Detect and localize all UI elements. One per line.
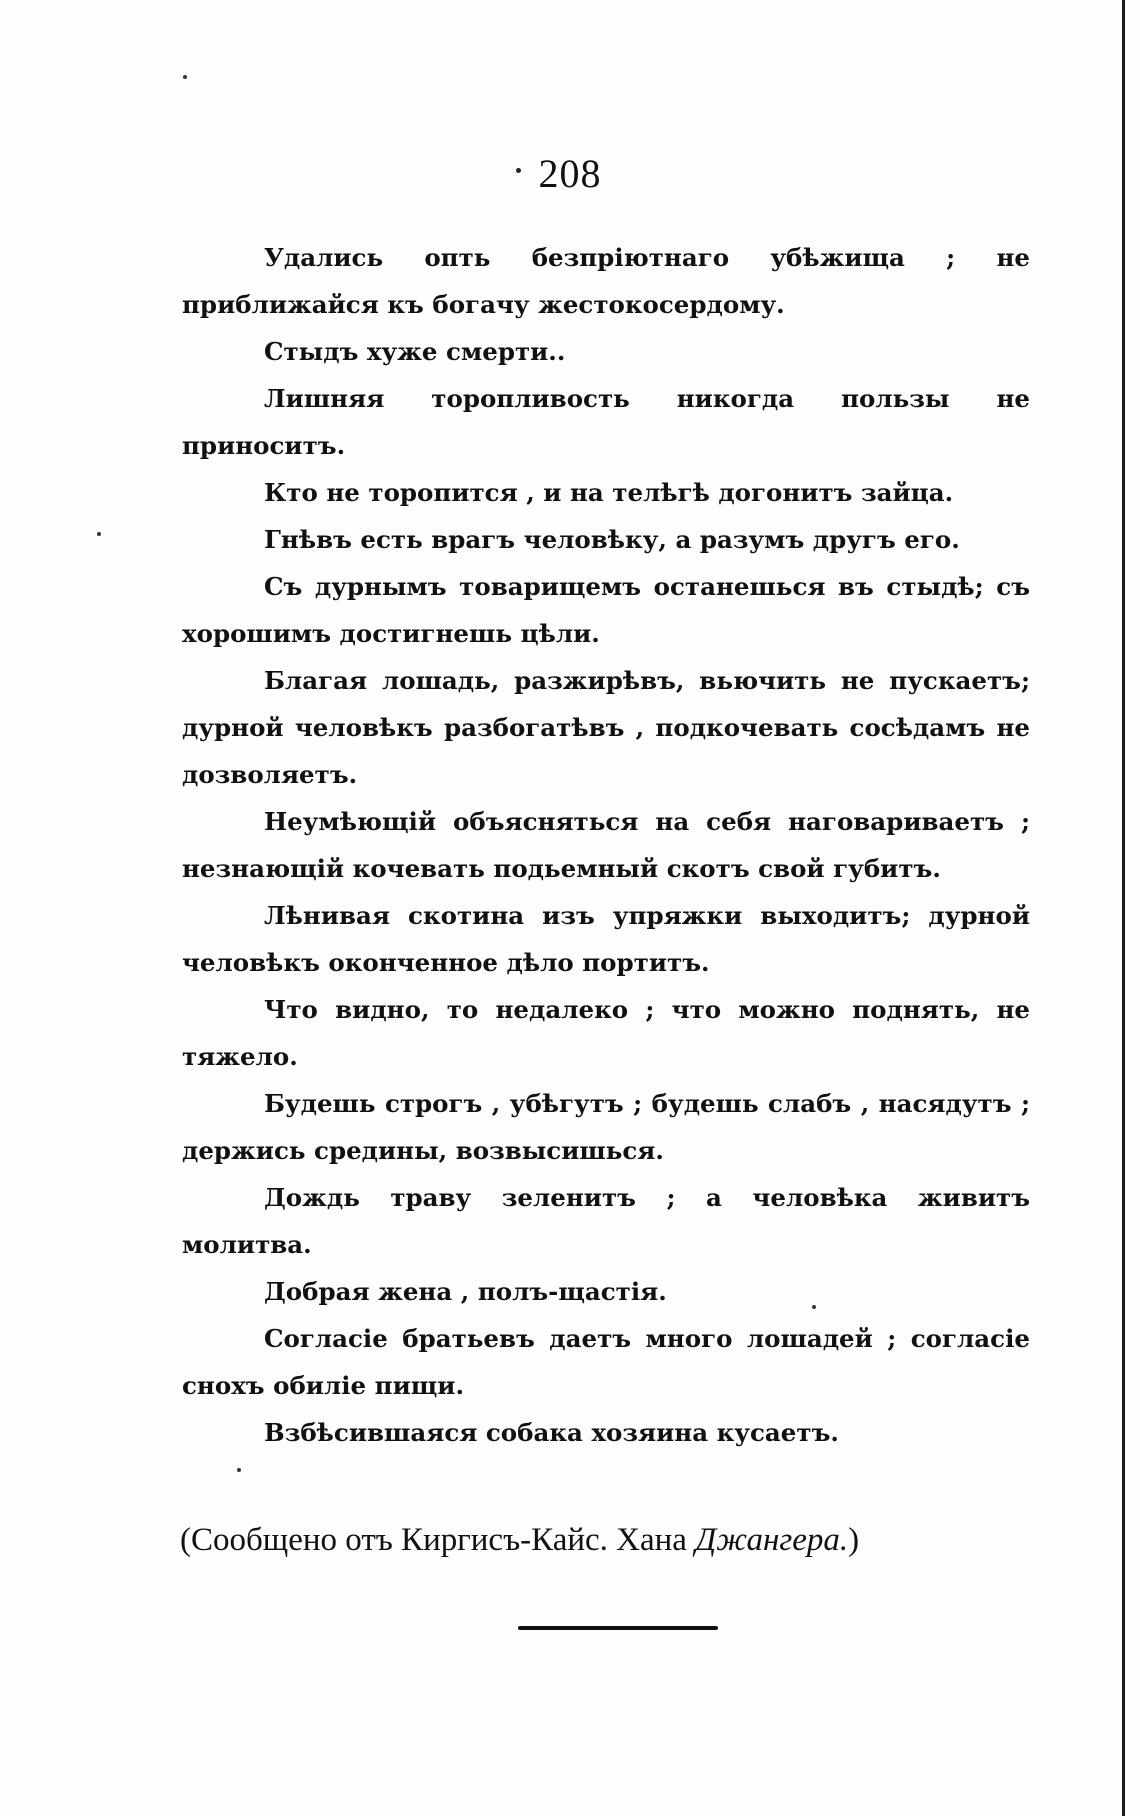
proverb: Лѣнивая скотина изъ упряжки выходитъ; дурной человѣкъ оконченное дѣло портитъ.	[182, 901, 1030, 977]
proverb: Удались опть безпріютнаго убѣжища ; не приближайся къ богачу жестокосердому.	[182, 243, 1030, 319]
end-rule	[518, 1626, 718, 1630]
page-number-dot	[516, 168, 521, 173]
proverb: Кто не торопится , и на телѣгѣ догонитъ зайца.	[264, 478, 954, 507]
proverb: Лишняя торопливость никогда пользы не приноситъ.	[182, 384, 1030, 460]
scan-speck	[237, 1468, 241, 1472]
attribution-suffix: )	[848, 1522, 860, 1558]
attribution-prefix: (Сообщено отъ Киргисъ-Кайс. Хана	[180, 1522, 696, 1558]
page-edge-rule	[1122, 0, 1125, 1816]
page-number: 208	[538, 151, 602, 196]
proverb: Взбѣсившаяся собака хозяина кусаетъ.	[264, 1418, 839, 1447]
proverb: Съ дурнымъ товарищемъ останешься въ стыдѣ; съ хорошимъ достигнешь цѣли.	[182, 572, 1030, 648]
proverb: Добрая жена , полъ-щастія.	[264, 1277, 667, 1306]
attribution-name: Джангера.	[695, 1522, 849, 1558]
proverb: Неумѣющій объясняться на себя наговариваетъ ; незнающій кочевать подьемный скотъ свой губитъ.	[182, 807, 1030, 883]
proverb: Благая лошадь, разжирѣвъ, вьючить не пускаетъ; дурной человѣкъ разбогатѣвъ , подкочевать сосѣдамъ не дозволяетъ.	[182, 666, 1030, 789]
scan-speck	[97, 532, 101, 536]
proverb: Дождь траву зеленитъ ; а человѣка живитъ молитва.	[182, 1183, 1030, 1259]
proverb: Согласіе братьевъ даетъ много лошадей ; согласіе снохъ обиліе пищи.	[182, 1324, 1030, 1400]
proverb: Гнѣвъ есть врагъ человѣку, а разумъ другъ его.	[264, 525, 960, 554]
proverb-list	[182, 234, 1030, 1456]
proverb: Стыдъ хуже смерти..	[264, 337, 566, 366]
scan-speck	[183, 75, 187, 79]
proverb: Что видно, то недалеко ; что можно поднять, не тяжело.	[182, 995, 1030, 1071]
scan-speck	[812, 1305, 816, 1309]
proverb: Будешь строгъ , убѣгутъ ; будешь слабъ , насядутъ ; держись средины, возвысишься.	[182, 1089, 1030, 1165]
attribution	[180, 1522, 1040, 1559]
